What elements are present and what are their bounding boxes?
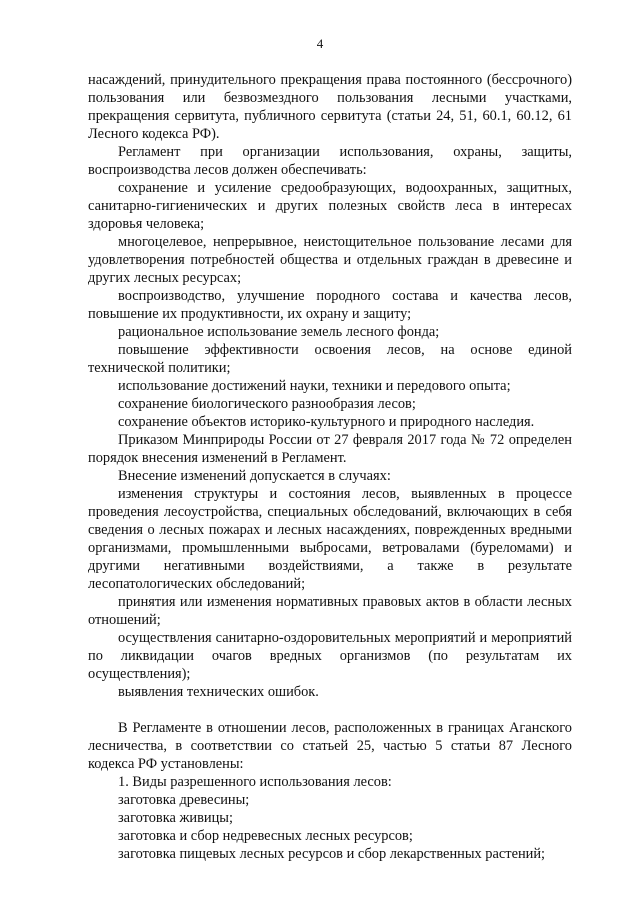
page-number: 4: [316, 36, 324, 51]
paragraph: заготовка древесины;: [118, 792, 250, 808]
paragraph: В Регламенте в отношении лесов, расположенных в границах Аганского лесничества, в соответствии со статьей 25, частью 5 статьи 87 Лесного кодекса РФ установлены:: [88, 720, 572, 772]
paragraph: Внесение изменений допускается в случаях:: [118, 468, 391, 484]
paragraph: сохранение объектов историко-культурного и природного наследия.: [118, 414, 535, 430]
paragraph: рациональное использование земель лесного фонда;: [118, 324, 440, 340]
paragraph: использование достижений науки, техники и передового опыта;: [118, 378, 511, 394]
paragraph: выявления технических ошибок.: [118, 684, 319, 700]
paragraph: заготовка и сбор недревесных лесных ресурсов;: [118, 828, 413, 844]
paragraph: осуществления санитарно-оздоровительных мероприятий и мероприятий по ликвидации очагов вредных организмов (по результатам их осуществления);: [88, 630, 572, 682]
paragraph: Приказом Минприроды России от 27 февраля 2017 года № 72 определен порядок внесения изменений в Регламент.: [88, 432, 572, 466]
paragraph: многоцелевое, непрерывное, неистощительное пользование лесами для удовлетворения потребностей общества и отдельных граждан в древесине и других лесных ресурсах;: [88, 234, 572, 286]
paragraph: принятия или изменения нормативных правовых актов в области лесных отношений;: [88, 594, 572, 628]
paragraph: насаждений, принудительного прекращения права постоянного (бессрочного) пользования или безвозмездного пользования лесными участками, прекращения сервитута, публичного сервитута (статьи 24, 51, 60.1, 60.12, 61 Лесного кодекса РФ).: [88, 72, 572, 142]
paragraph: Регламент при организации использования, охраны, защиты, воспроизводства лесов должен обеспечивать:: [88, 144, 572, 178]
paragraph: сохранение и усиление средообразующих, водоохранных, защитных, санитарно-гигиенических и других полезных свойств леса в интересах здоровья человека;: [88, 180, 572, 232]
paragraph: изменения структуры и состояния лесов, выявленных в процессе проведения лесоустройства, специальных обследований, включающих в себя сведения о лесных пожарах и лесных насаждениях, поврежденных вредными организмами, промышленными выбросами, ветровалами (буреломами) и другими негативными воздействиями, а также в результате лесопатологических обследований;: [88, 486, 572, 592]
paragraph: повышение эффективности освоения лесов, на основе единой технической политики;: [88, 342, 572, 376]
paragraph: воспроизводство, улучшение породного состава и качества лесов, повышение их продуктивности, их охрану и защиту;: [88, 288, 572, 322]
paragraph: 1. Виды разрешенного использования лесов:: [118, 774, 392, 790]
paragraph: заготовка пищевых лесных ресурсов и сбор лекарственных растений;: [118, 846, 546, 862]
paragraph: заготовка живицы;: [118, 810, 233, 826]
paragraph: сохранение биологического разнообразия лесов;: [118, 396, 416, 412]
document-body: [88, 71, 572, 863]
